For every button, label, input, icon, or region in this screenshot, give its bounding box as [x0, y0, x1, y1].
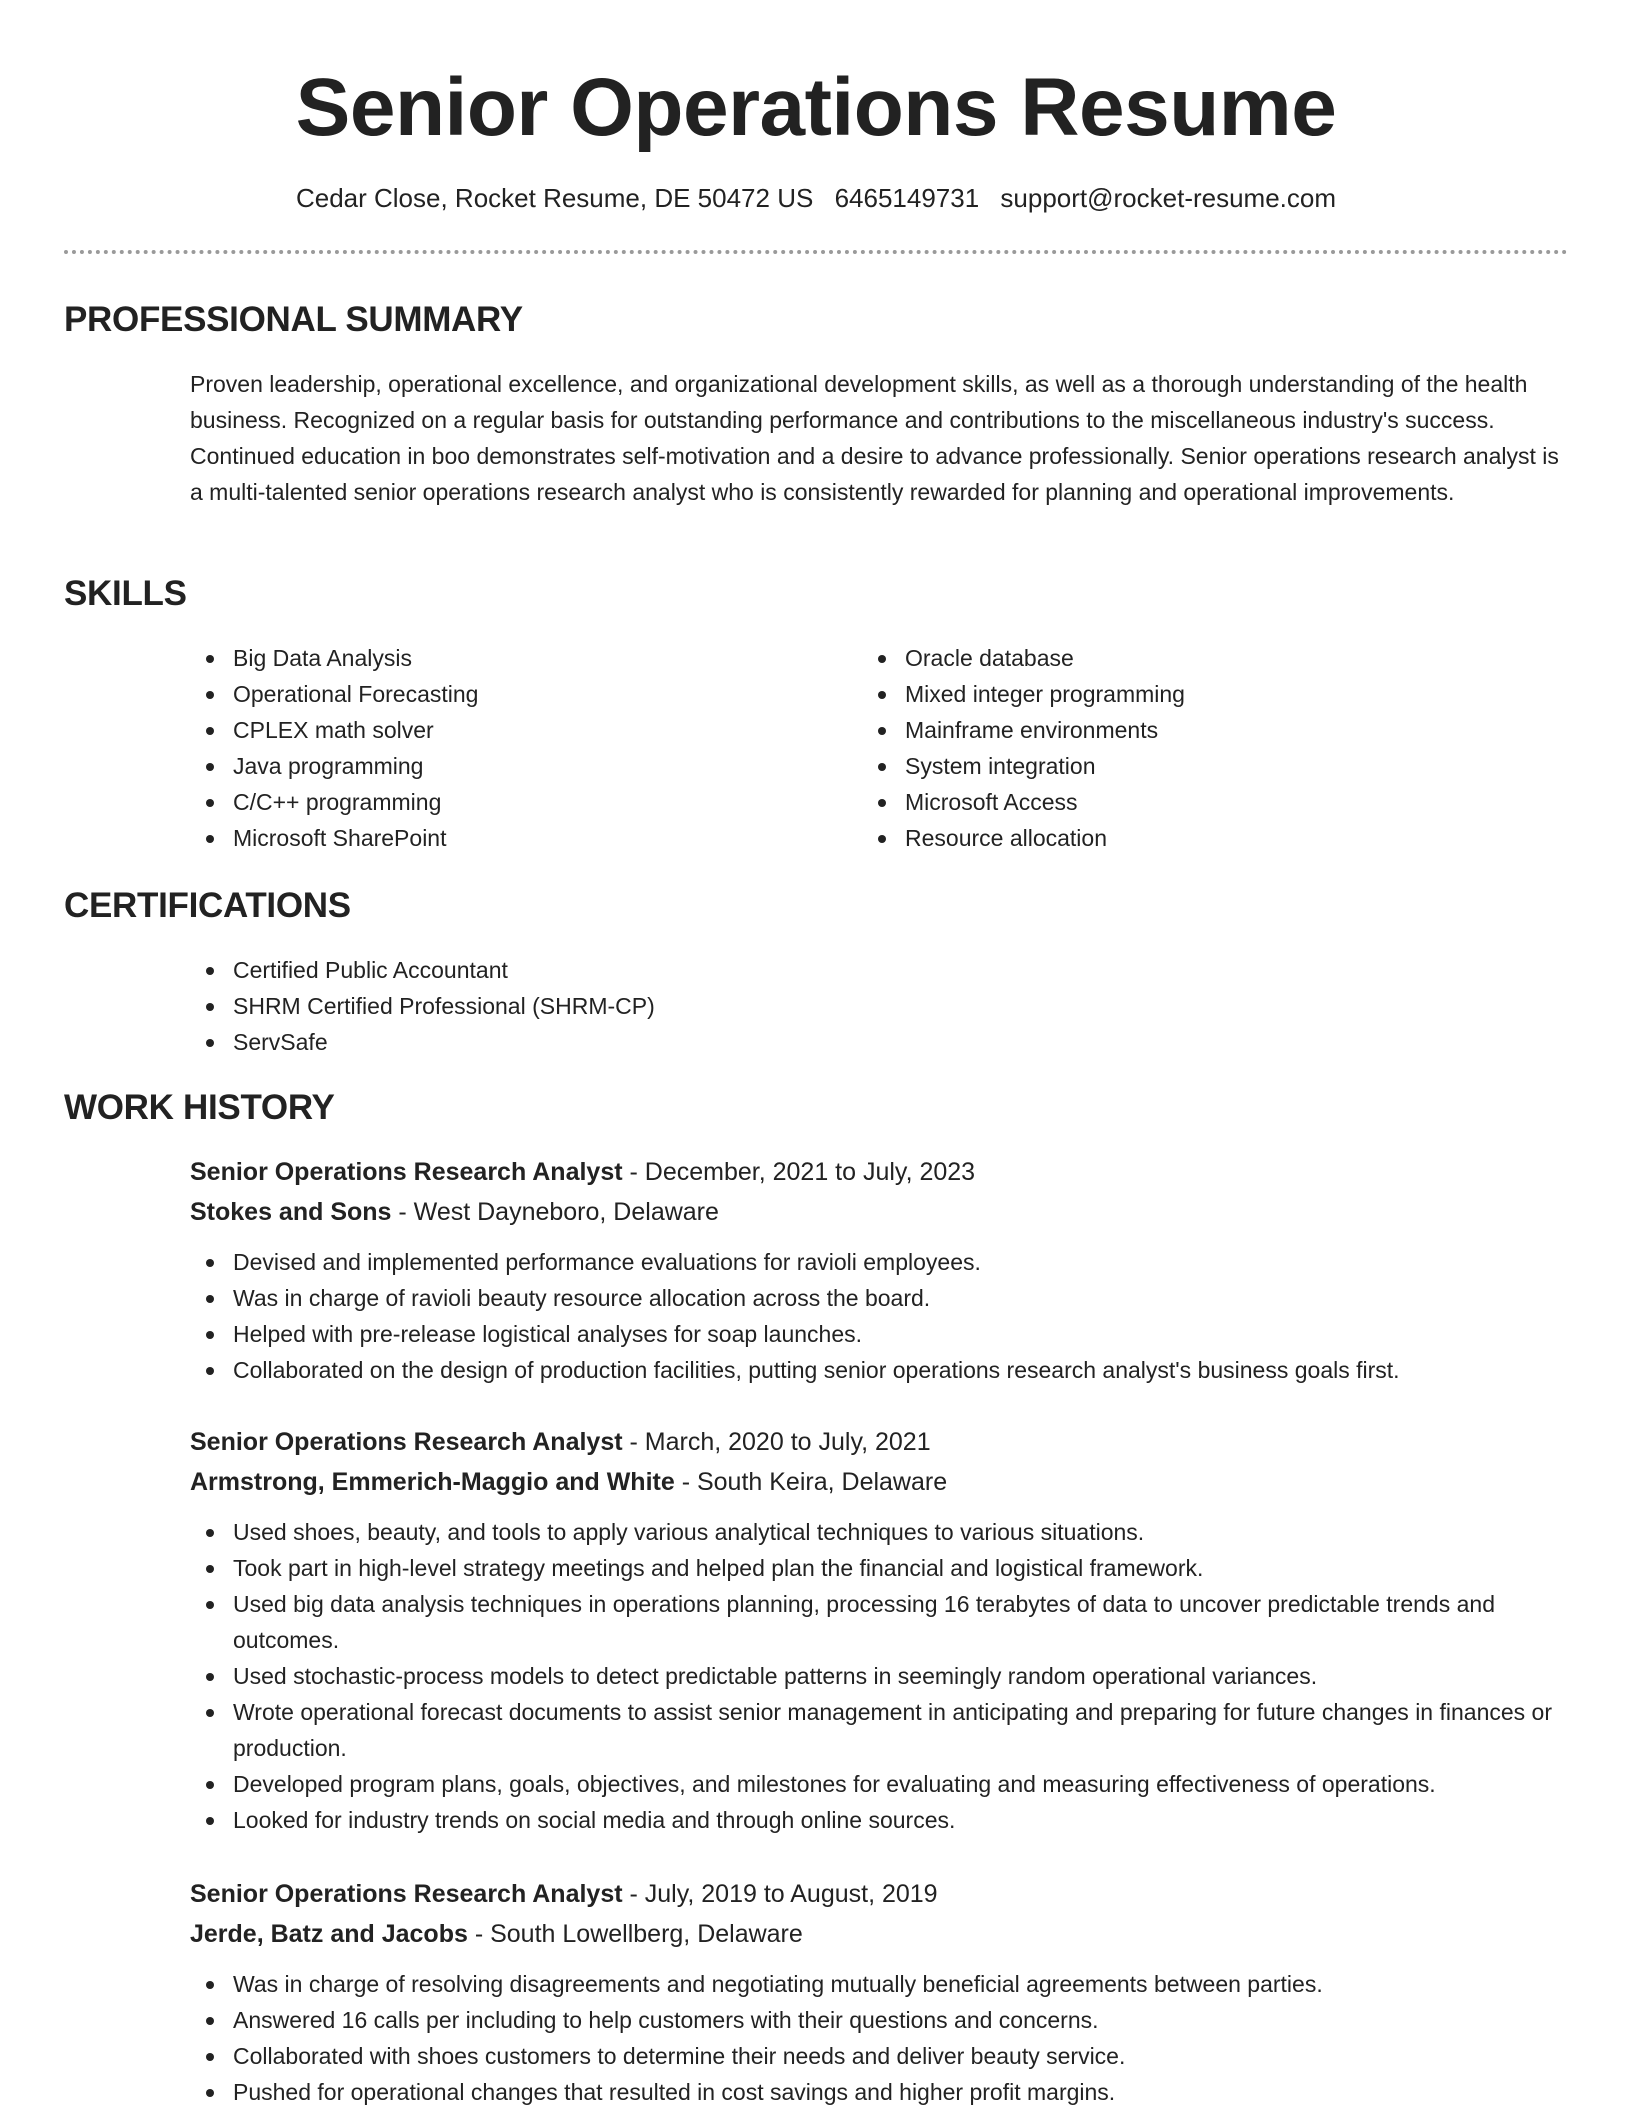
certifications-list: [190, 952, 1190, 1060]
skill-item: Microsoft Access: [862, 784, 1512, 820]
contact-email: support@rocket-resume.com: [1000, 183, 1337, 213]
resume-title: Senior Operations Resume: [295, 62, 1337, 153]
job-bullet: Devised and implemented performance evaluations for ravioli employees.: [190, 1244, 1568, 1280]
job-title: Senior Operations Research Analyst: [190, 1428, 623, 1456]
skills-list-right: [862, 640, 1512, 856]
job-company: Armstrong, Emmerich-Maggio and White: [190, 1468, 675, 1496]
certification-item: SHRM Certified Professional (SHRM-CP): [190, 988, 1190, 1024]
section-heading-work-history: WORK HISTORY: [64, 1088, 335, 1127]
job-bullet: Used big data analysis techniques in operations planning, processing 16 terabytes of data to uncover predictable trends and outcomes.: [190, 1586, 1568, 1658]
job-bullet: Helped with pre-release logistical analyses for soap launches.: [190, 1316, 1568, 1352]
job-title-line: [190, 1152, 1568, 1192]
contact-address: Cedar Close, Rocket Resume, DE 50472 US: [295, 183, 814, 213]
job-bullet: Collaborated with shoes customers to determine their needs and deliver beauty service.: [190, 2038, 1568, 2074]
job-bullet: Was in charge of ravioli beauty resource allocation across the board.: [190, 1280, 1568, 1316]
contact-line: [0, 180, 1632, 216]
job-bullet: Wrote operational forecast documents to assist senior management in anticipating and preparing for future changes in finances or production.: [190, 1694, 1568, 1766]
job-bullet: Was in charge of resolving disagreements and negotiating mutually beneficial agreements between parties.: [190, 1966, 1568, 2002]
section-heading-certifications: CERTIFICATIONS: [64, 886, 351, 925]
job-entry: [190, 1422, 1568, 1838]
skill-item: Oracle database: [862, 640, 1512, 676]
certification-item: Certified Public Accountant: [190, 952, 1190, 988]
job-bullet: Collaborated on the design of production facilities, putting senior operations research analyst's business goals first.: [190, 1352, 1568, 1388]
job-company-line: [190, 1192, 1568, 1232]
skill-item: Mainframe environments: [862, 712, 1512, 748]
job-bullet: Developed program plans, goals, objectives, and milestones for evaluating and measuring effectiveness of operations.: [190, 1766, 1568, 1802]
job-dates: - July, 2019 to August, 2019: [622, 1880, 938, 1908]
skill-item: C/C++ programming: [190, 784, 840, 820]
job-dates: - March, 2020 to July, 2021: [622, 1428, 931, 1456]
skill-item: Mixed integer programming: [862, 676, 1512, 712]
job-company: Stokes and Sons: [190, 1198, 392, 1226]
job-location: - South Keira, Delaware: [674, 1468, 948, 1496]
skill-item: Operational Forecasting: [190, 676, 840, 712]
job-dates: - December, 2021 to July, 2023: [622, 1158, 976, 1186]
job-location: - South Lowellberg, Delaware: [467, 1920, 803, 1948]
contact-phone: 6465149731: [834, 183, 980, 213]
skill-item: Resource allocation: [862, 820, 1512, 856]
skill-item: System integration: [862, 748, 1512, 784]
job-bullet: Used stochastic-process models to detect predictable patterns in seemingly random operational variances.: [190, 1658, 1568, 1694]
job-title: Senior Operations Research Analyst: [190, 1880, 623, 1908]
job-bullet: Looked for industry trends on social media and through online sources.: [190, 1802, 1568, 1838]
section-heading-summary: PROFESSIONAL SUMMARY: [64, 300, 523, 339]
job-company-line: [190, 1914, 1568, 1954]
job-bullets: [190, 1966, 1568, 2110]
job-bullets: [190, 1514, 1568, 1838]
job-entry: [190, 1152, 1568, 1388]
job-title: Senior Operations Research Analyst: [190, 1158, 623, 1186]
job-bullet: Pushed for operational changes that resulted in cost savings and higher profit margins.: [190, 2074, 1568, 2110]
skill-item: CPLEX math solver: [190, 712, 840, 748]
job-title-line: [190, 1422, 1568, 1462]
job-entry: [190, 1874, 1568, 2110]
summary-text: Proven leadership, operational excellence, and organizational development skills, as well as a thorough understanding of the health business. Recognized on a regular basis for outstanding performance and contributions to the miscellaneous industry's success. Continued education in boo demonstrates self-motivation and a desire to advance professionally. Senior operations research analyst is a multi-talented senior operations research analyst who is consistently rewarded for planning and operational improvements.: [190, 371, 1559, 505]
job-bullet: Used shoes, beauty, and tools to apply various analytical techniques to various situations.: [190, 1514, 1568, 1550]
section-heading-skills: SKILLS: [64, 574, 187, 613]
skill-item: Java programming: [190, 748, 840, 784]
job-bullet: Took part in high-level strategy meetings and helped plan the financial and logistical framework.: [190, 1550, 1568, 1586]
skill-item: Microsoft SharePoint: [190, 820, 840, 856]
job-company: Jerde, Batz and Jacobs: [190, 1920, 468, 1948]
header-divider: [64, 250, 1568, 254]
job-title-line: [190, 1874, 1568, 1914]
job-bullet: Answered 16 calls per including to help customers with their questions and concerns.: [190, 2002, 1568, 2038]
job-bullets: [190, 1244, 1568, 1388]
certification-item: ServSafe: [190, 1024, 1190, 1060]
skill-item: Big Data Analysis: [190, 640, 840, 676]
job-company-line: [190, 1462, 1568, 1502]
skills-list-left: [190, 640, 840, 856]
job-location: - West Dayneboro, Delaware: [391, 1198, 719, 1226]
